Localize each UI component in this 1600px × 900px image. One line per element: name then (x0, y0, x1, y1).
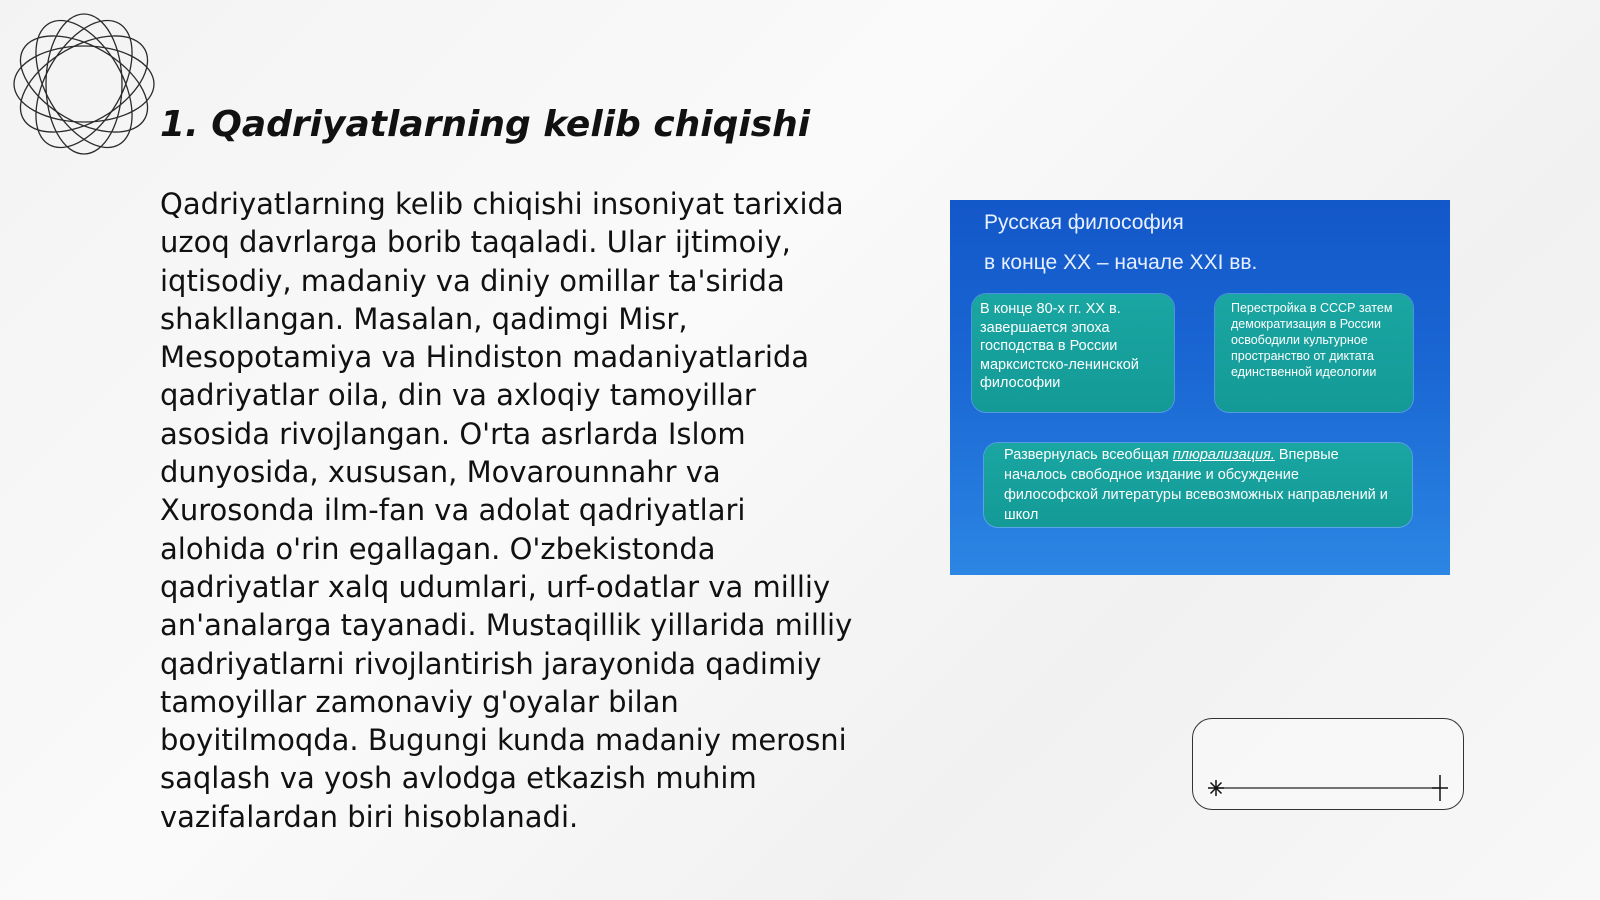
page-title: 1. Qadriyatlarning kelib chiqishi (160, 104, 811, 145)
slide-box-3-term: плюрализация. (1172, 447, 1275, 463)
slide-heading-line1: Русская философия (984, 211, 1184, 234)
sparkle-icon (1208, 780, 1224, 796)
embedded-slide-image (950, 200, 1450, 575)
cross-star-icon (1432, 775, 1448, 801)
slider-line-icon (1192, 718, 1464, 810)
rosette-logo-icon (10, 10, 158, 158)
slide-box-3 (984, 443, 1412, 527)
body-paragraph: Qadriyatlarning kelib chiqishi insoniyat tarixida uzoq davrlarga borib taqaladi. Ular ijtimoiy, iqtisodiy, madaniy va diniy omillar ta'sirida shakllangan. Masalan, qadimgi Misr, Mesopotamiya va Hindiston madaniyatlarida qadriyatlar oila, din va axloqiy tamoyillar asosida rivojlangan. O'rta asrlarda Islom dunyosida, xususan, Movarounnahr va Xurosonda ilm-fan va adolat qadriyatlari alohida o'rin egallagan. O'zbekistonda qadriyatlar xalq udumlari, urf-odatlar va milliy an'analarga tayanadi. Mustaqillik yillarida milliy qadriyatlarni rivojlantirish jarayonida qadimiy tamoyillar zamonaviy g'oyalar bilan boyitilmoqda. Bugungi kunda madaniy merosni saqlash va yosh avlodga etkazish muhim vazifalardan biri hisoblanadi. (160, 187, 853, 834)
slide-box-3-text-b: Впервые началось свободное издание и обсуждение философской литературы всевозможных направлений и школ (1004, 447, 1388, 523)
slide-box-2: Перестройка в СССР затем демократизация в России освободили культурное пространство от диктата единственной идеологии (1215, 294, 1413, 412)
decorative-slider-widget (1192, 718, 1464, 810)
slide-heading-line2: в конце XX – начале XXI вв. (984, 251, 1258, 274)
slide-box-3-text-a: Развернулась всеобщая (1004, 447, 1173, 463)
slide-box-1: В конце 80-х гг. XX в. завершается эпоха господства в России марксистско-ленинской философии (972, 294, 1174, 412)
